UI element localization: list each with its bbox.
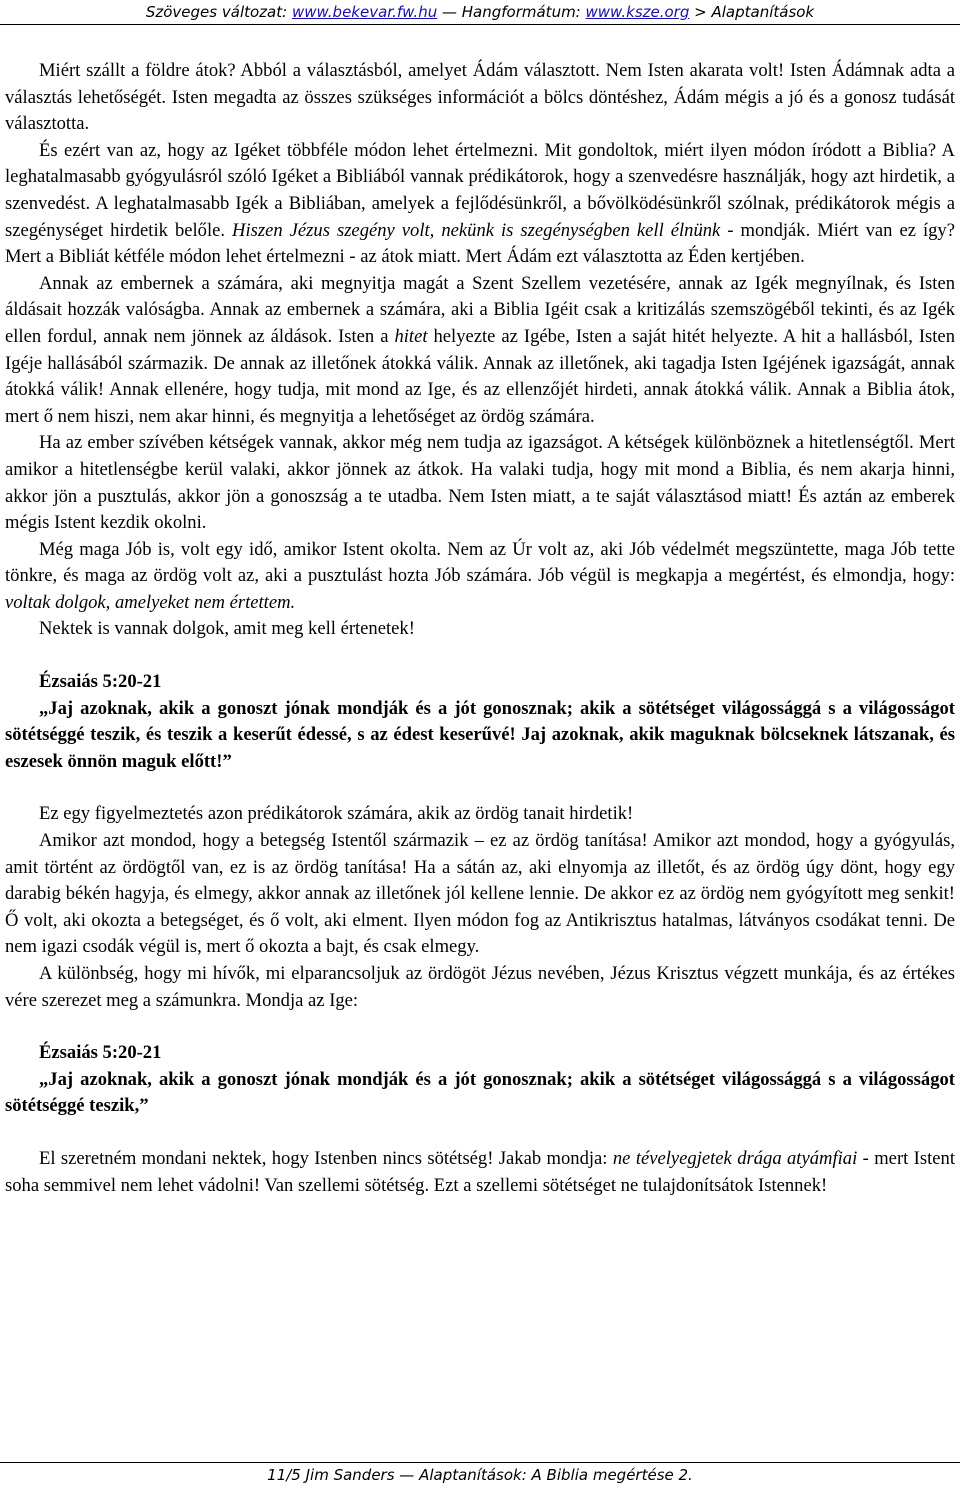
paragraph-text: Ha az ember szívében kétségek vannak, akkor még nem tudja az igazságot. A kétségek különböznek a hitetlenségtől. Mert amikor a hitetlenségbe kerül valaki, akkor jönnek az átkok. Ha valaki tudja, hogy mit mond a Biblia, és nem akarja hinni, akkor jön a pusztulás, akkor jön a gonoszság a te utadba. Nem Isten miatt, a te saját választásod miatt! És aztán az emberek mégis Istent kezdik okolni.: [5, 432, 955, 534]
paragraph: [5, 138, 955, 271]
paragraph: [5, 828, 955, 961]
paragraph: [5, 271, 955, 431]
paragraph-text: helyezte az Igébe, Isten a saját hitét helyezte. A hit a hallásból, Isten Igéje hallásából származik. De annak az illetőnek átokká válik. Annak az illetőnek, aki tagadja Isten Igéjének igazságát, annak átokká válik! Annak ellenére, hogy tudja, mit mond az Ige, és az ellenzőjét hirdeti, annak átokká válik. Annak a Biblia átok, mert ő nem hiszi, nem akar hinni, és megnyitja a lehetőséget az ördög számára.: [5, 325, 955, 427]
header-label-text: Szöveges változat:: [145, 3, 292, 21]
paragraph-text: És ezért van az, hogy az Igéket többféle módon lehet értelmezni. Mit gondoltok, miért ilyen módon íródott a Biblia? A leghatalmasabb gyógyulásról szóló Igéket a Bibliából vannak prédikátorok, hogy a szenvedésre használják, hogy azt hirdetik, a szenvedést. A leghatalmasabb Igék a Bibliában, amelyek a fejlődésünkről, a bővölködésünkről szólnak, prédikátorok mégis a szegénységet hirdetik belőle.: [5, 139, 955, 241]
italic-quote: ne tévelyegjetek drága atyámfiai: [612, 1147, 858, 1169]
scripture-quote: „Jaj azoknak, akik a gonoszt jónak mondják és a jót gonosznak; akik a sötétséget világossággá s a világosságot sötétséggé teszik, és teszik a keserűt édessé, s az édest keserűvé! Jaj azoknak, akik maguknak bölcseknek látszanak, és eszesek önnön maguk előtt!”: [5, 697, 955, 772]
paragraph-text: Nektek is vannak dolgok, amit meg kell értenetek!: [39, 618, 415, 640]
page-header: [0, 0, 960, 25]
paragraph-text: - mondják. Miért van ez így? Mert a Bibliát kétféle módon lehet értelmezni - az átok miatt. Mert Ádám ezt választotta az Éden kertjében.: [5, 219, 955, 268]
paragraph: [5, 1146, 955, 1199]
paragraph-text: Még maga Jób is, volt egy idő, amikor Istent okolta. Nem az Úr volt az, aki Jób védelmét megszüntette, maga Jób tette tönkre, és maga az ördög volt az, aki a pusztulást hozta Jób számára. Jób végül is megkapja a megértést, és elmondja, hogy:: [5, 538, 955, 587]
paragraph: [5, 961, 955, 1014]
italic-quote: voltak dolgok, amelyeket nem értettem.: [5, 591, 296, 613]
paragraph: [5, 58, 955, 138]
paragraph-text: Amikor azt mondod, hogy a betegség Istentől származik – ez az ördög tanítása! Amikor azt mondod, hogy a gyógyulás, amit történt az ördögtől van, ez is az ördög tanítása! Ha a sátán az, aki elnyomja az illetőt, és az ördög úgy dönt, hogy egy darabig békén hagyja, és elmegy, akkor annak az illetőnek jól kellene lennie. De akkor ez az ördög nem gyógyított meg senkit! Ő volt, aki okozta a betegséget, és ő volt, aki elment. Ilyen módon fog az Antikrisztus hatalmas, látványos csodákat tenni. De nem igazi csodák végül is, mert ő okozta a bajt, és csak elmegy.: [5, 830, 955, 958]
paragraph: [5, 537, 955, 617]
header-link-bekevar[interactable]: www.bekevar.fw.hu: [291, 3, 438, 21]
scripture-reference: Ézsaiás 5:20-21: [39, 1042, 162, 1064]
paragraph-text: - mert Istent soha semmivel nem lehet vádolni! Van szellemi sötétség. Ezt a szellemi sötétséget ne tulajdonítsátok Istennek!: [5, 1147, 955, 1196]
paragraph-text: El szeretném mondani nektek, hogy Istenben nincs sötétség! Jakab mondja:: [39, 1147, 613, 1169]
paragraph-text: Annak az embernek a számára, aki megnyitja magát a Szent Szellem vezetésére, annak az Igék megnyílnak, és Isten áldásait hozzák valóságba. Annak az embernek a számára, aki a Biblia Igéit csak a kritizálás szemszögéből tekinti, és az Igék ellen fordul, annak nem jönnek az áldások. Isten a: [5, 272, 955, 347]
italic-quote: Hiszen Jézus szegény volt, nekünk is szegénységben kell élnünk: [232, 219, 721, 241]
document-body: [5, 58, 955, 1199]
header-link-ksze[interactable]: www.ksze.org: [585, 3, 690, 21]
paragraph: [5, 801, 955, 828]
italic-word: hitet: [394, 325, 428, 347]
header-label-section: > Alaptanítások: [689, 3, 815, 21]
footer-text: 11/5 Jim Sanders — Alaptanítások: A Biblia megértése 2.: [267, 1466, 693, 1484]
paragraph-text: Ez egy figyelmeztetés azon prédikátorok számára, akik az ördög tanait hirdetik!: [39, 803, 634, 825]
paragraph: [5, 430, 955, 536]
paragraph: [5, 616, 955, 643]
paragraph-text: A különbség, hogy mi hívők, mi elparancsoljuk az ördögöt Jézus nevében, Jézus Krisztus végzett munkája, és az értékes vére szerezet meg a számunkra. Mondja az Ige:: [5, 963, 955, 1011]
scripture-quote: „Jaj azoknak, akik a gonoszt jónak mondják és a jót gonosznak; akik a sötétséget világossággá s a világosságot sötétséggé teszik,”: [5, 1068, 955, 1117]
page-footer: [0, 1462, 960, 1489]
paragraph-text: Miért szállt a földre átok? Abból a választásból, amelyet Ádám választott. Nem Isten akarata volt! Isten Ádámnak adta a választás lehetőségét. Isten megadta az összes szükséges információt a bölcs döntéshez, Ádám mégis a jó és a gonosz tudását választotta.: [5, 60, 955, 135]
scripture-reference: Ézsaiás 5:20-21: [39, 671, 162, 693]
header-label-format: — Hangformátum:: [437, 3, 586, 21]
